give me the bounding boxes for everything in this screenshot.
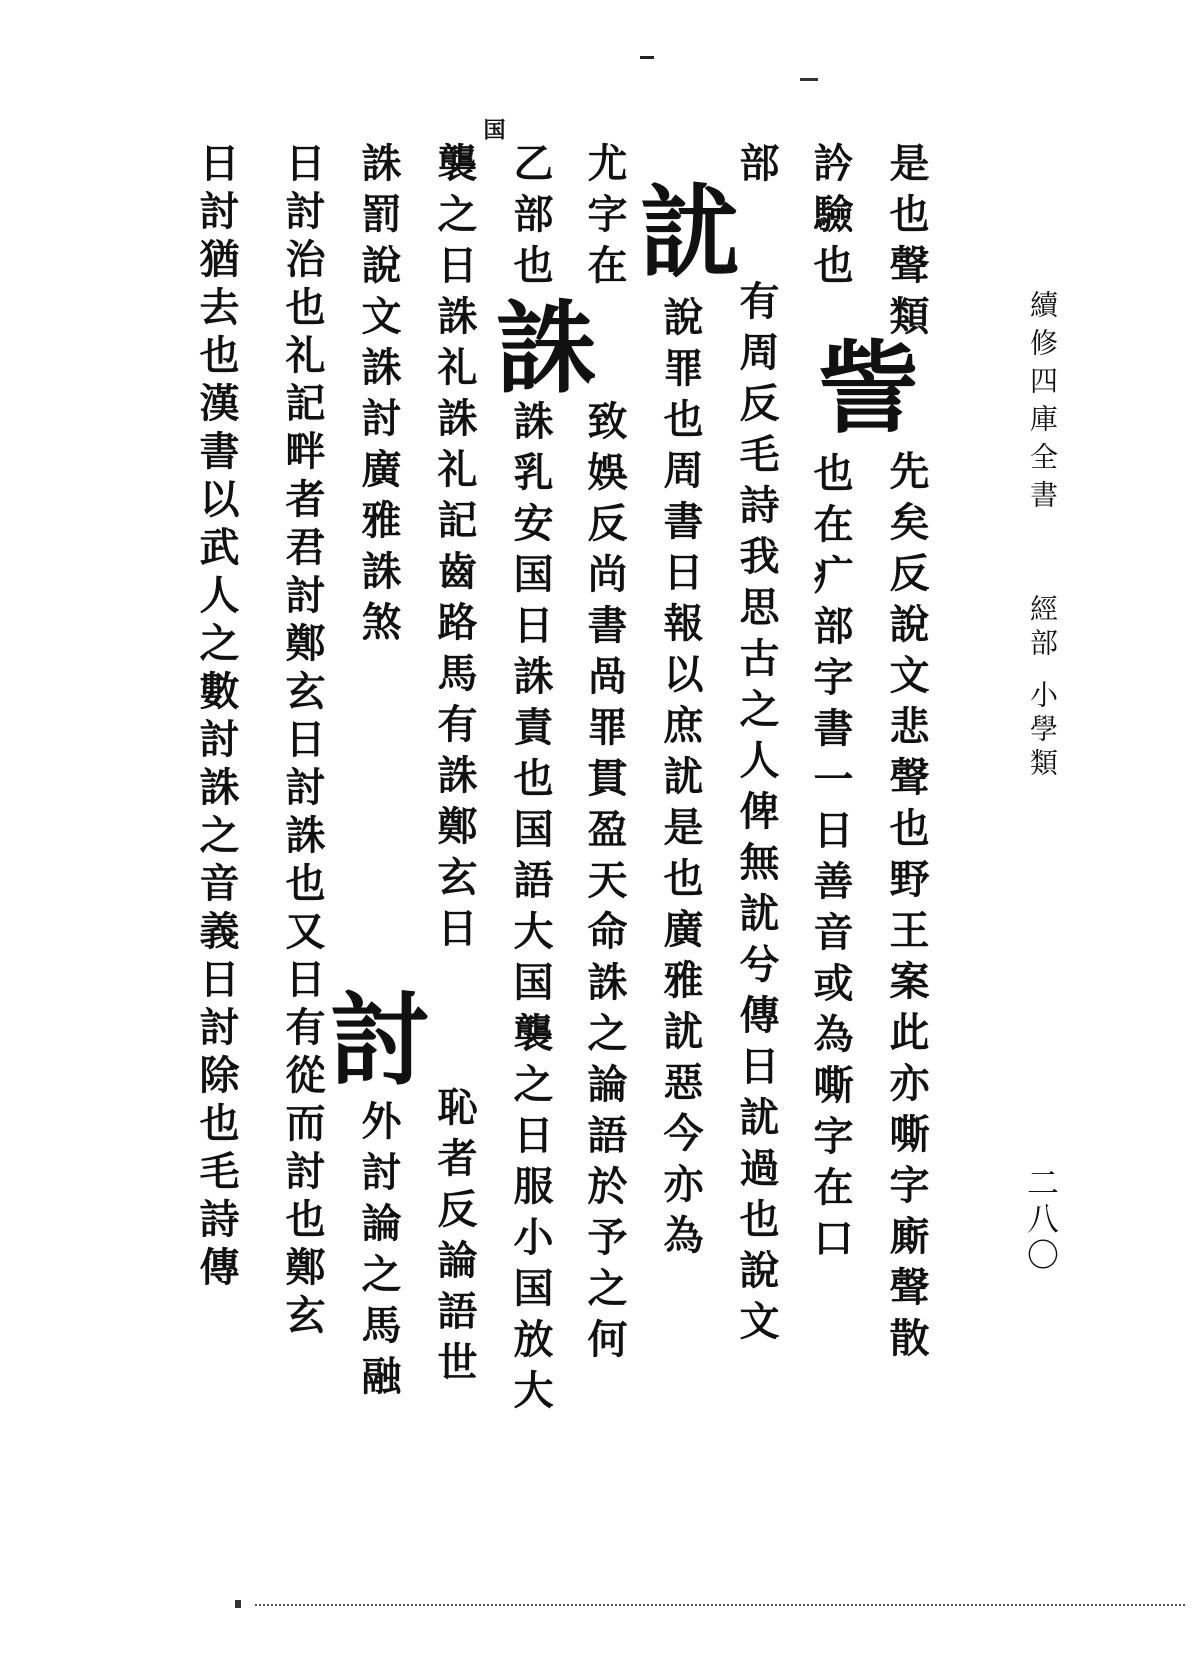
heading-character: 討 [330,981,430,1099]
scan-mark [640,56,654,59]
heading-character: 誅 [496,289,596,407]
section-label: 經部 [1026,594,1059,662]
text-column: 誅乳安国日誅責也国語大国襲之日服小国放大 [507,400,554,1420]
book-title: 續修四庫全書 [1026,290,1059,518]
scan-mark [235,1600,241,1608]
marginal-gloss: 国 [480,118,506,140]
text-column: 恥者反論語世 [431,1086,478,1392]
text-column: 先矣反說文悲聲也野王案此亦嘶字廝聲散 [883,450,930,1368]
text-column: 乙部也 [507,142,554,295]
text-column: 致娛反尚書咼罪貫盈天命誅之論語於予之何 [581,400,628,1369]
text-column: 尤字在 [581,142,628,295]
page-number: 二八〇 [1022,1166,1060,1274]
text-column: 外討論之馬融 [355,1100,402,1406]
text-column: 誅罰說文誅討廣雅誅煞 [355,142,402,652]
subsection-label: 小學類 [1026,680,1059,782]
scan-mark [800,78,818,81]
text-column: 訡驗也 [807,142,854,295]
text-column: 部 [733,142,780,193]
text-column: 有周反毛詩我思古之人俾無訧兮傳日訧過也說文 [733,280,780,1351]
text-column: 說罪也周書日報以庶訧是也廣雅訧惡今亦為 [657,296,704,1265]
text-column: 日討猶去也漢書以武人之數討誅之音義日討除也毛詩傳 [193,142,240,1294]
heading-character: 訾 [818,329,918,447]
text-column: 是也聲類 [883,142,930,346]
text-column: 日討治也礼記畔者君討鄭玄日討誅也又日有從而討也鄭玄 [279,142,326,1342]
heading-character: 訧 [640,173,740,291]
bottom-rule [255,1604,1185,1606]
text-column: 襲之日誅礼誅礼記齒路馬有誅鄭玄日 [431,142,478,958]
text-column: 也在疒部字書一日善音或為嘶字在口 [807,452,854,1268]
